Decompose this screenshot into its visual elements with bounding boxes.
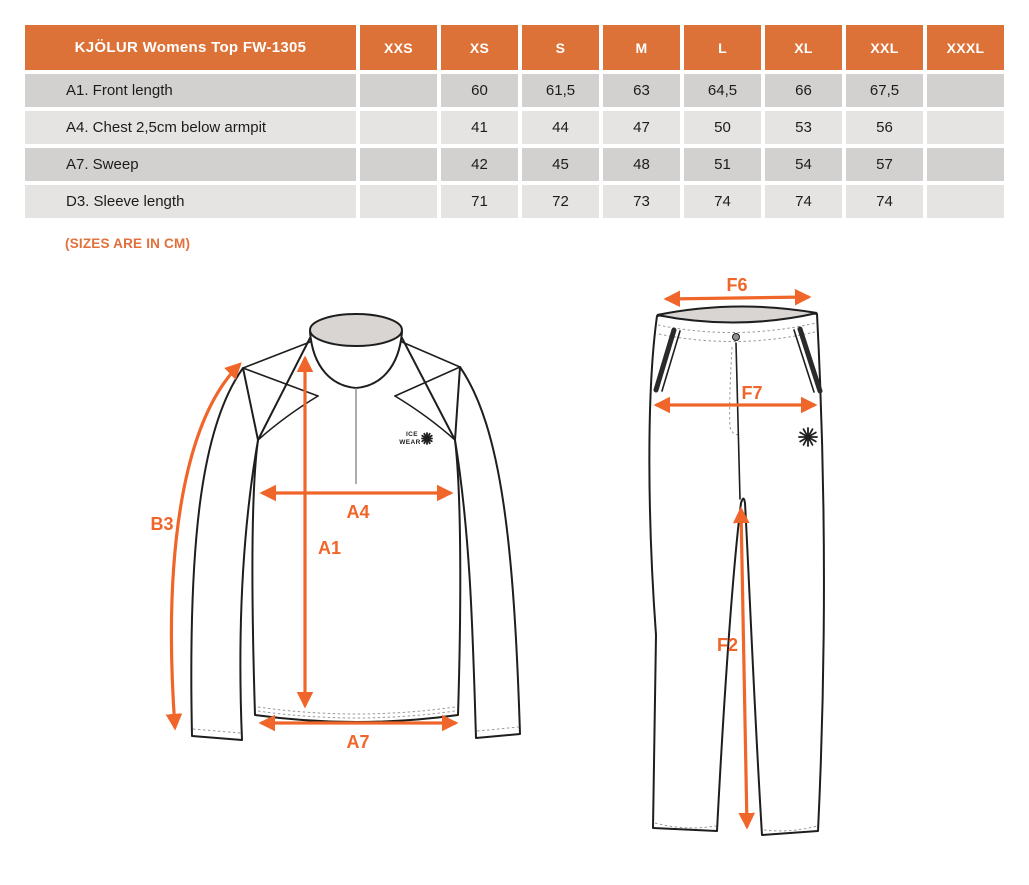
brand-logo-line2: WEAR (399, 439, 421, 446)
row-label: A1. Front length (25, 74, 356, 107)
size-col-xxs: XXS (360, 25, 437, 70)
size-col-xxl: XXL (846, 25, 923, 70)
table-cell: 74 (846, 185, 923, 218)
table-cell: 64,5 (684, 74, 761, 107)
table-cell: 71 (441, 185, 518, 218)
f2-label: F2 (716, 635, 738, 655)
table-cell: 56 (846, 111, 923, 144)
top-right-sleeve (455, 367, 520, 738)
table-cell: 72 (522, 185, 599, 218)
size-col-xxxl: XXXL (927, 25, 1004, 70)
table-cell: 53 (765, 111, 842, 144)
top-garment-diagram (140, 288, 570, 783)
size-col-m: M (603, 25, 680, 70)
f6-arrow (666, 297, 809, 299)
size-col-l: L (684, 25, 761, 70)
brand-logo-line1: ICE (405, 431, 419, 438)
size-col-xl: XL (765, 25, 842, 70)
table-cell: 54 (765, 148, 842, 181)
table-cell: 41 (441, 111, 518, 144)
table-cell: 73 (603, 185, 680, 218)
f6-label: F6 (726, 275, 748, 295)
table-cell: 50 (684, 111, 761, 144)
table-cell: 60 (441, 74, 518, 107)
table-cell: 48 (603, 148, 680, 181)
table-cell: 51 (684, 148, 761, 181)
units-note: (SIZES ARE IN CM) (65, 236, 191, 251)
pants-diagram (628, 275, 848, 870)
top-collar-inside (310, 314, 402, 346)
table-cell: 61,5 (522, 74, 599, 107)
table-cell (360, 185, 437, 218)
table-cell (927, 185, 1004, 218)
table-cell (360, 74, 437, 107)
table-cell: 44 (522, 111, 599, 144)
table-cell: 74 (765, 185, 842, 218)
table-cell: 67,5 (846, 74, 923, 107)
table-cell: 63 (603, 74, 680, 107)
row-label: A4. Chest 2,5cm below armpit (25, 111, 356, 144)
table-cell (927, 111, 1004, 144)
table-title: KJÖLUR Womens Top FW-1305 (25, 25, 356, 70)
a4-label: A4 (346, 502, 370, 522)
table-cell: 74 (684, 185, 761, 218)
table-cell (360, 148, 437, 181)
a1-label: A1 (318, 538, 342, 558)
f2-arrow (741, 509, 747, 827)
table-cell: 42 (441, 148, 518, 181)
waist-button (733, 334, 740, 341)
table-cell (927, 148, 1004, 181)
row-label: D3. Sleeve length (25, 185, 356, 218)
b3-label: B3 (150, 514, 174, 534)
table-cell (360, 111, 437, 144)
a7-label: A7 (346, 732, 370, 752)
f7-label: F7 (741, 383, 763, 403)
table-cell: 66 (765, 74, 842, 107)
table-cell: 45 (522, 148, 599, 181)
table-cell: 47 (603, 111, 680, 144)
table-cell (927, 74, 1004, 107)
size-col-s: S (522, 25, 599, 70)
size-col-xs: XS (441, 25, 518, 70)
row-label: A7. Sweep (25, 148, 356, 181)
table-cell: 57 (846, 148, 923, 181)
size-table (25, 25, 1004, 218)
